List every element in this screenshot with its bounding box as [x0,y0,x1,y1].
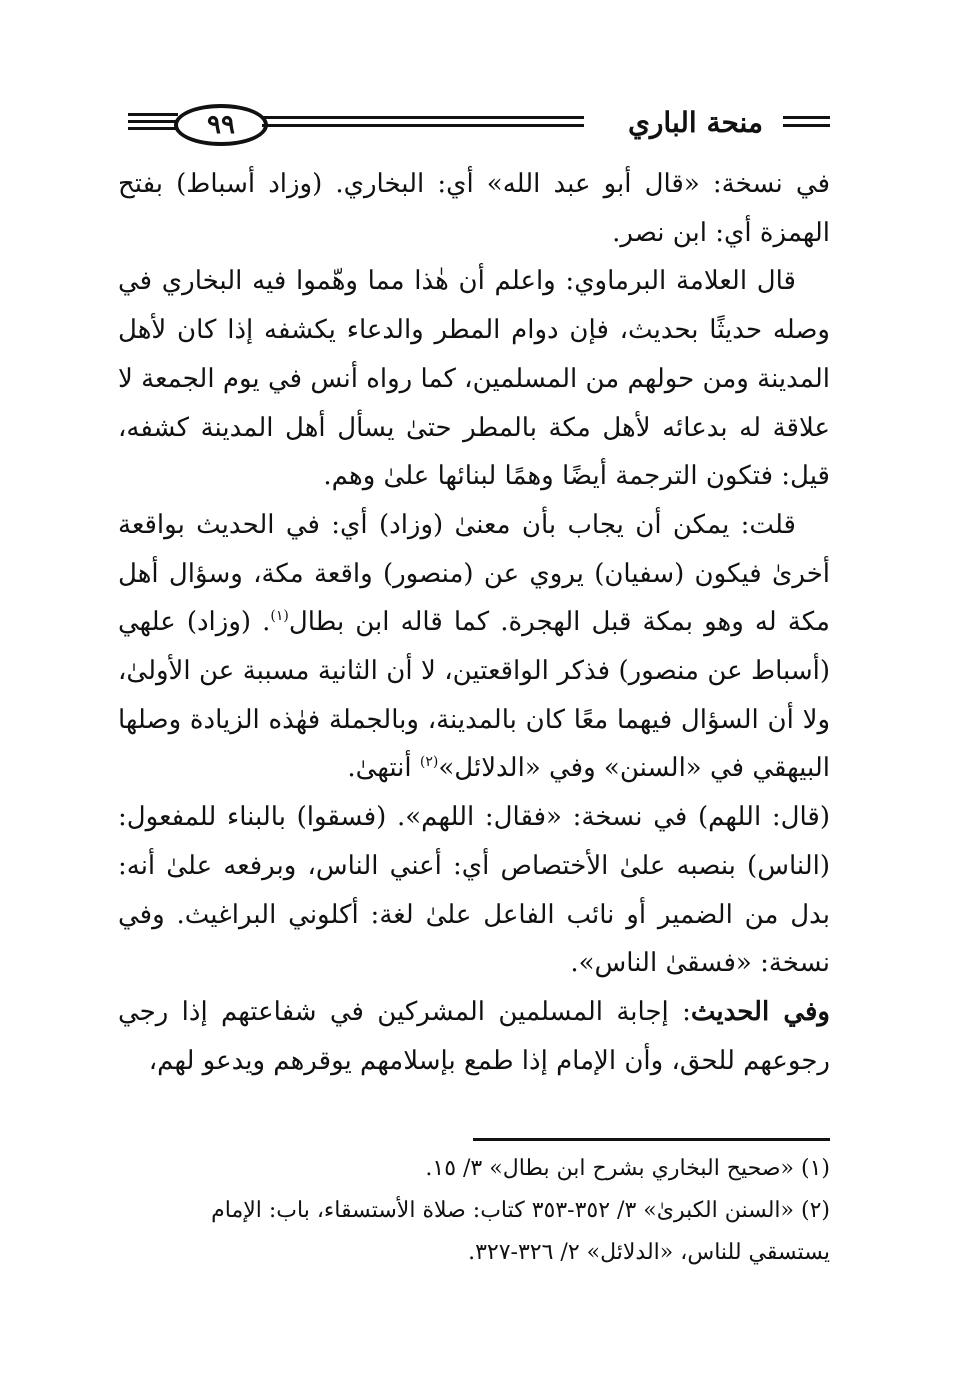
paragraph-3 [118,501,830,793]
footnote-2-line-2: يستسقي للناس، «الدلائل» ٢/ ٣٢٦-٣٢٧. [468,1240,830,1265]
header-rule-long-top [262,116,584,119]
header-rule-left-top [128,113,178,116]
header-rule-long-bottom [262,124,584,127]
footnote-2 [102,1190,830,1274]
paragraph-1: في نسخة: «قال أبو عبد الله» أي: البخاري. (وزاد أسباط) بفتح الهمزة أي: ابن نصر. [118,169,830,248]
footnote-1: (١) «صحيح البخاري بشرح ابن بطال» ٣/ ١٥. [425,1156,830,1181]
paragraph-5-text: : إجابة المسلمين المشركين في شفاعتهم إذا رجي رجوعهم للحق، وأن الإمام إذا طمع بإسلامهم يوقرهم ويدعو لهم، [118,996,830,1076]
paragraph-3-part-a: قلت: يمكن أن يجاب بأن معنىٰ (وزاد) أي: في الحديث بواقعة أخرىٰ فيكون (سفيان) يروي عن (منصور) واقعة مكة، وسؤال أهل مكة له وهو بمكة قبل الهجرة. كما قاله ابن بطال [118,509,830,638]
header-rule-left-bottom [128,127,178,130]
page-header [0,0,957,170]
main-text [118,160,830,1085]
paragraph-5 [118,988,830,1085]
footnote-2-line-1: (٢) «السنن الكبرىٰ» ٣/ ٣٥٢-٣٥٣ كتاب: صلاة الأستسقاء، باب: الإمام [211,1198,830,1223]
footnote-ref-2: (٢) [419,754,439,771]
book-title: منحة الباري [627,106,763,139]
footnotes [102,1148,830,1274]
paragraph-2: قال العلامة البرماوي: واعلم أن هٰذا مما وهّموا فيه البخاري في وصله حديثًا بحديث، فإن دوام المطر والدعاء يكشفه إذا كان لأهل المدينة ومن حولهم من المسلمين، كما رواه أنس في يوم الجمعة لا علاقة له بدعائه لأهل مكة بالمطر حتىٰ يسأل أهل المدينة كشفه، قيل: فتكون الترجمة أيضًا وهمًا لبنائها علىٰ وهم. [118,266,830,492]
header-rule-right-bottom [783,124,830,127]
paragraph-4: (قال: اللهم) في نسخة: «فقال: اللهم». (فسقوا) بالبناء للمفعول: (الناس) بنصبه علىٰ الأختصاص أي: أعني الناس، وبرفعه علىٰ أنه: بدل من الضمير أو نائب الفاعل علىٰ لغة: أكلوني البراغيث. وفي نسخة: «فسقىٰ الناس». [118,802,830,979]
paragraph-3-part-c: أنتهىٰ. [347,753,420,784]
header-rule-left-mid [128,120,178,123]
footnote-ref-1: (١) [270,608,289,625]
footnote-separator [473,1138,830,1141]
paragraph-3-part-b: . (وزاد) علهي (أسباط عن منصور) فذكر الواقعتين، لا أن الثانية مسببة عن الأولىٰ، ولا أن السؤال فيهما معًا كان بالمدينة، وبالجملة فهٰذه الزيادة وصلها البيهقي في «السنن» وفي «الدلائل» [118,607,830,784]
page-number: ٩٩ [174,104,268,146]
header-rule-right-top [783,116,830,119]
paragraph-5-label: وفي الحديث [690,996,830,1027]
